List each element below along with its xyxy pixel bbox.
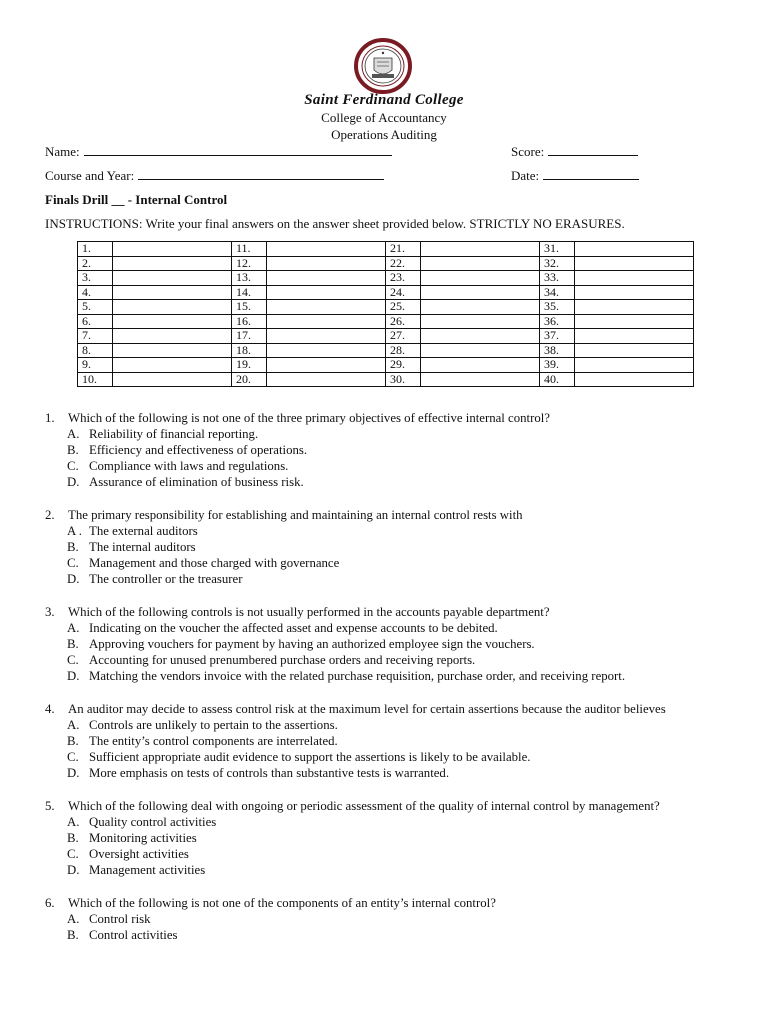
answer-number: 40.: [540, 372, 575, 387]
answer-cell[interactable]: [421, 256, 540, 271]
option-text: Management activities: [89, 863, 206, 877]
answer-number: 1.: [78, 242, 113, 257]
answer-cell[interactable]: [421, 343, 540, 358]
answer-number: 12.: [232, 256, 267, 271]
score-label: Score:: [511, 144, 545, 159]
option-text: Sufficient appropriate audit evidence to support the assertions is likely to be available.: [89, 750, 531, 764]
name-blank[interactable]: [84, 145, 392, 156]
option-letter: A.: [67, 718, 80, 732]
option-letter: D.: [67, 572, 80, 586]
answer-number: 34.: [540, 285, 575, 300]
answer-cell[interactable]: [575, 343, 694, 358]
answer-cell[interactable]: [113, 372, 232, 387]
course-year-field[interactable]: [45, 168, 384, 184]
answer-cell[interactable]: [267, 256, 386, 271]
option-letter: D.: [67, 475, 80, 489]
answer-number: 20.: [232, 372, 267, 387]
answer-number: 30.: [386, 372, 421, 387]
answer-option: [45, 911, 735, 927]
option-letter: A.: [67, 912, 80, 926]
answer-option: [45, 636, 735, 652]
answer-sheet-row: [78, 343, 694, 358]
option-letter: B.: [67, 831, 79, 845]
date-blank[interactable]: [543, 169, 639, 180]
question-number: 1.: [45, 411, 55, 425]
answer-cell[interactable]: [267, 300, 386, 315]
answer-cell[interactable]: [421, 329, 540, 344]
answer-option: [45, 862, 735, 878]
answer-option: [45, 620, 735, 636]
answer-cell[interactable]: [267, 314, 386, 329]
date-field[interactable]: [511, 168, 639, 184]
answer-cell[interactable]: [113, 256, 232, 271]
option-text: Controls are unlikely to pertain to the assertions.: [89, 718, 338, 732]
question-number: 4.: [45, 702, 55, 716]
answer-sheet-row: [78, 314, 694, 329]
answer-number: 18.: [232, 343, 267, 358]
answer-cell[interactable]: [575, 358, 694, 373]
name-field[interactable]: [45, 144, 392, 160]
option-letter: D.: [67, 669, 80, 683]
question-item: [45, 507, 735, 587]
option-text: Compliance with laws and regulations.: [89, 459, 289, 473]
answer-number: 25.: [386, 300, 421, 315]
answer-cell[interactable]: [421, 300, 540, 315]
option-letter: D.: [67, 863, 80, 877]
answer-cell[interactable]: [421, 242, 540, 257]
drill-title: Finals Drill __ - Internal Control: [45, 192, 228, 207]
option-text: The controller or the treasurer: [89, 572, 243, 586]
answer-sheet-row: [78, 358, 694, 373]
option-letter: C.: [67, 847, 79, 861]
option-text: Efficiency and effectiveness of operations.: [89, 443, 308, 457]
answer-number: 14.: [232, 285, 267, 300]
option-letter: B.: [67, 443, 79, 457]
answer-option: [45, 474, 735, 490]
answer-number: 22.: [386, 256, 421, 271]
answer-number: 32.: [540, 256, 575, 271]
question-stem: [45, 604, 735, 620]
question-stem: [45, 895, 735, 911]
score-blank[interactable]: [548, 145, 638, 156]
answer-number: 3.: [78, 271, 113, 286]
answer-cell[interactable]: [113, 285, 232, 300]
answer-option: [45, 442, 735, 458]
college-name: Saint Ferdinand College: [304, 92, 464, 108]
question-item: [45, 604, 735, 684]
answer-cell[interactable]: [113, 271, 232, 286]
answer-cell[interactable]: [267, 242, 386, 257]
option-text: Oversight activities: [89, 847, 189, 861]
option-text: The external auditors: [89, 524, 198, 538]
answer-cell[interactable]: [113, 329, 232, 344]
answer-number: 11.: [232, 242, 267, 257]
answer-number: 4.: [78, 285, 113, 300]
answer-number: 6.: [78, 314, 113, 329]
answer-cell[interactable]: [113, 242, 232, 257]
question-number: 5.: [45, 799, 55, 813]
answer-option: [45, 814, 735, 830]
answer-number: 8.: [78, 343, 113, 358]
answer-number: 39.: [540, 358, 575, 373]
answer-cell[interactable]: [421, 271, 540, 286]
answer-option: [45, 458, 735, 474]
answer-cell[interactable]: [113, 300, 232, 315]
answer-number: 21.: [386, 242, 421, 257]
answer-option: [45, 652, 735, 668]
question-stem: [45, 798, 735, 814]
question-stem: [45, 507, 735, 523]
answer-number: 27.: [386, 329, 421, 344]
option-text: More emphasis on tests of controls than substantive tests is warranted.: [89, 766, 450, 780]
answer-number: 26.: [386, 314, 421, 329]
answer-option: [45, 523, 735, 539]
option-text: Assurance of elimination of business risk.: [89, 475, 304, 489]
answer-number: 15.: [232, 300, 267, 315]
answer-number: 29.: [386, 358, 421, 373]
option-letter: C.: [67, 653, 79, 667]
option-text: Accounting for unused prenumbered purchase orders and receiving reports.: [89, 653, 476, 667]
option-text: Control activities: [89, 928, 178, 942]
question-text: The primary responsibility for establishing and maintaining an internal control rests with: [68, 508, 523, 522]
question-item: [45, 701, 735, 781]
question-number: 2.: [45, 508, 55, 522]
instructions: INSTRUCTIONS: Write your final answers on the answer sheet provided below. STRICTLY NO ERASURES.: [45, 216, 625, 231]
answer-cell[interactable]: [575, 314, 694, 329]
question-item: [45, 410, 735, 490]
answer-number: 9.: [78, 358, 113, 373]
question-list: [45, 410, 735, 960]
course-year-blank[interactable]: [138, 169, 384, 180]
answer-number: 24.: [386, 285, 421, 300]
answer-option: [45, 539, 735, 555]
answer-number: 5.: [78, 300, 113, 315]
answer-cell[interactable]: [113, 314, 232, 329]
answer-cell[interactable]: [421, 314, 540, 329]
answer-cell[interactable]: [113, 343, 232, 358]
answer-option: [45, 733, 735, 749]
answer-option: [45, 765, 735, 781]
answer-number: 33.: [540, 271, 575, 286]
answer-cell[interactable]: [421, 285, 540, 300]
option-letter: B.: [67, 540, 79, 554]
answer-cell[interactable]: [267, 372, 386, 387]
answer-option: [45, 668, 735, 684]
answer-number: 31.: [540, 242, 575, 257]
question-stem: [45, 701, 735, 717]
option-letter: B.: [67, 637, 79, 651]
answer-sheet-row: [78, 242, 694, 257]
option-letter: B.: [67, 734, 79, 748]
option-text: Indicating on the voucher the affected asset and expense accounts to be debited.: [89, 621, 498, 635]
answer-cell[interactable]: [267, 271, 386, 286]
option-letter: C.: [67, 750, 79, 764]
question-item: [45, 895, 735, 943]
answer-sheet-row: [78, 271, 694, 286]
answer-sheet-row: [78, 372, 694, 387]
answer-cell[interactable]: [575, 329, 694, 344]
option-text: Matching the vendors invoice with the related purchase requisition, purchase order, and receiving report.: [89, 669, 626, 683]
option-text: Quality control activities: [89, 815, 217, 829]
answer-number: 36.: [540, 314, 575, 329]
department-name: College of Accountancy: [321, 110, 447, 125]
option-letter: C.: [67, 459, 79, 473]
college-seal-logo: [346, 38, 420, 94]
question-text: Which of the following is not one of the components of an entity’s internal control?: [68, 896, 496, 910]
option-letter: A.: [67, 427, 80, 441]
question-text: An auditor may decide to assess control risk at the maximum level for certain assertions because the auditor believes: [68, 702, 666, 716]
answer-option: [45, 426, 735, 442]
answer-cell[interactable]: [575, 242, 694, 257]
option-text: The internal auditors: [89, 540, 196, 554]
option-text: Monitoring activities: [89, 831, 197, 845]
question-stem: [45, 410, 735, 426]
answer-number: 35.: [540, 300, 575, 315]
question-item: [45, 798, 735, 878]
answer-cell[interactable]: [421, 358, 540, 373]
answer-cell[interactable]: [421, 372, 540, 387]
answer-cell[interactable]: [575, 372, 694, 387]
subject-name: Operations Auditing: [331, 127, 437, 142]
answer-number: 17.: [232, 329, 267, 344]
answer-cell[interactable]: [575, 271, 694, 286]
question-number: 3.: [45, 605, 55, 619]
answer-number: 19.: [232, 358, 267, 373]
question-number: 6.: [45, 896, 55, 910]
course-year-label: Course and Year:: [45, 168, 135, 183]
answer-sheet-row: [78, 329, 694, 344]
option-letter: A .: [67, 524, 82, 538]
answer-sheet-row: [78, 285, 694, 300]
answer-cell[interactable]: [575, 300, 694, 315]
answer-number: 37.: [540, 329, 575, 344]
answer-number: 10.: [78, 372, 113, 387]
answer-cell[interactable]: [575, 285, 694, 300]
answer-option: [45, 555, 735, 571]
answer-option: [45, 749, 735, 765]
answer-number: 7.: [78, 329, 113, 344]
score-field[interactable]: [511, 144, 638, 160]
answer-option: [45, 830, 735, 846]
date-label: Date:: [511, 168, 540, 183]
question-text: Which of the following is not one of the three primary objectives of effective internal control?: [68, 411, 550, 425]
answer-cell[interactable]: [267, 285, 386, 300]
answer-cell[interactable]: [267, 358, 386, 373]
answer-cell[interactable]: [267, 329, 386, 344]
question-text: Which of the following controls is not usually performed in the accounts payable department?: [68, 605, 550, 619]
answer-option: [45, 846, 735, 862]
option-text: Approving vouchers for payment by having an authorized employee sign the vouchers.: [89, 637, 535, 651]
answer-cell[interactable]: [113, 358, 232, 373]
option-letter: A.: [67, 815, 80, 829]
answer-number: 38.: [540, 343, 575, 358]
answer-number: 23.: [386, 271, 421, 286]
name-label: Name:: [45, 144, 80, 159]
answer-sheet-table: [77, 241, 694, 387]
option-text: Reliability of financial reporting.: [89, 427, 259, 441]
option-letter: B.: [67, 928, 79, 942]
answer-option: [45, 927, 735, 943]
answer-option: [45, 571, 735, 587]
answer-number: 16.: [232, 314, 267, 329]
answer-number: 28.: [386, 343, 421, 358]
answer-number: 13.: [232, 271, 267, 286]
option-letter: C.: [67, 556, 79, 570]
answer-option: [45, 717, 735, 733]
answer-sheet-row: [78, 300, 694, 315]
answer-cell[interactable]: [575, 256, 694, 271]
option-letter: D.: [67, 766, 80, 780]
option-text: Management and those charged with governance: [89, 556, 340, 570]
answer-cell[interactable]: [267, 343, 386, 358]
option-text: The entity’s control components are interrelated.: [89, 734, 338, 748]
answer-sheet-row: [78, 256, 694, 271]
option-letter: A.: [67, 621, 80, 635]
answer-number: 2.: [78, 256, 113, 271]
option-text: Control risk: [89, 912, 151, 926]
question-text: Which of the following deal with ongoing or periodic assessment of the quality of internal control by management?: [68, 799, 660, 813]
